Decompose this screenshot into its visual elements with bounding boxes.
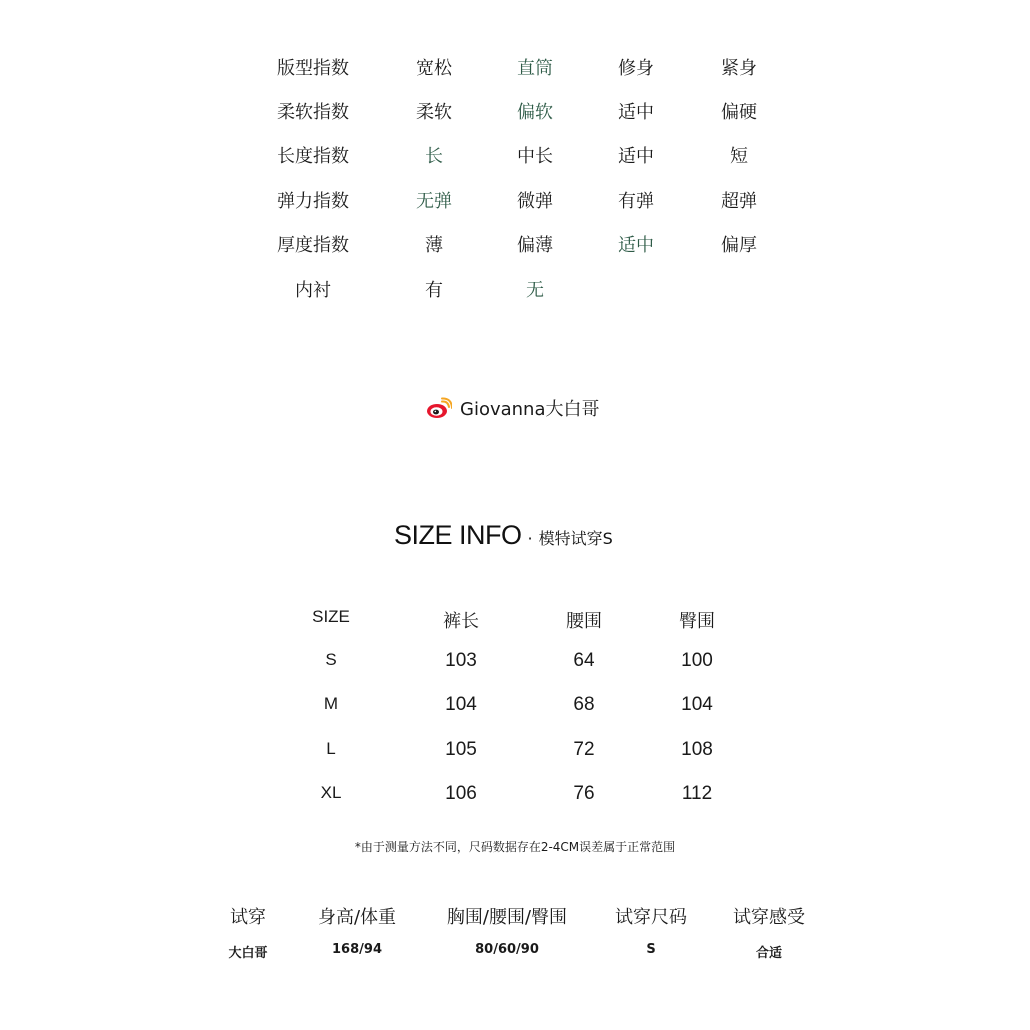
index-option: 偏薄 <box>517 235 553 256</box>
index-option: 超弹 <box>721 191 757 212</box>
index-option: 薄 <box>425 235 443 256</box>
index-option-selected: 长 <box>425 146 443 167</box>
size-value: 104 <box>445 694 477 715</box>
index-row-label: 长度指数 <box>277 146 349 167</box>
try-on-header: 试穿感受 <box>733 907 805 928</box>
weibo-handle <box>426 396 600 420</box>
index-option: 宽松 <box>416 58 452 79</box>
index-option: 柔软 <box>416 102 452 123</box>
size-value: 76 <box>573 783 595 804</box>
index-row-label: 弹力指数 <box>277 191 349 212</box>
index-option: 紧身 <box>721 58 757 79</box>
try-on-value: 合适 <box>755 946 783 961</box>
size-value: 64 <box>573 650 595 671</box>
size-value: 104 <box>681 694 713 715</box>
try-on-value: S <box>646 942 656 957</box>
try-on-header: 身高/体重 <box>317 907 397 928</box>
index-row-label: 版型指数 <box>277 58 349 79</box>
index-option: 修身 <box>618 58 654 79</box>
try-on-header: 试穿尺码 <box>615 907 687 928</box>
try-on-value: 80/60/90 <box>475 942 539 957</box>
size-header: 臀围 <box>679 611 715 632</box>
index-option-selected: 无弹 <box>416 191 452 212</box>
weibo-username: Giovanna大白哥 <box>460 399 600 420</box>
size-header: SIZE <box>312 607 350 626</box>
index-option: 中长 <box>517 146 553 167</box>
try-on-header: 试穿 <box>230 907 266 928</box>
weibo-icon <box>426 397 452 419</box>
size-value: 103 <box>445 650 477 671</box>
title-separator: · <box>527 529 533 548</box>
size-header: 腰围 <box>566 611 602 632</box>
index-option: 适中 <box>618 102 654 123</box>
size-info-heading <box>394 520 613 551</box>
try-on-header: 胸围/腰围/臀围 <box>446 907 568 928</box>
index-option: 短 <box>730 146 748 167</box>
index-option: 微弹 <box>517 191 553 212</box>
size-label: L <box>326 739 336 758</box>
index-option: 有弹 <box>618 191 654 212</box>
size-value: 72 <box>573 739 595 760</box>
size-label: S <box>325 650 337 669</box>
size-value: 112 <box>681 783 713 804</box>
size-value: 105 <box>445 739 477 760</box>
size-value: 100 <box>681 650 713 671</box>
size-header: 裤长 <box>443 611 479 632</box>
size-label: M <box>323 694 339 713</box>
measurement-note: *由于测量方法不同，尺码数据存在2-4CM误差属于正常范围 <box>354 840 676 854</box>
size-value: 68 <box>573 694 595 715</box>
index-row-label: 内衬 <box>295 280 331 301</box>
index-option: 偏硬 <box>721 102 757 123</box>
index-option-selected: 直筒 <box>517 58 553 79</box>
size-value: 106 <box>445 783 477 804</box>
size-label: XL <box>320 783 342 802</box>
size-info-subtitle: 模特试穿S <box>538 529 613 548</box>
index-option: 适中 <box>618 146 654 167</box>
index-option: 偏厚 <box>721 235 757 256</box>
index-row-label: 柔软指数 <box>277 102 349 123</box>
index-row-label: 厚度指数 <box>277 235 349 256</box>
size-value: 108 <box>681 739 713 760</box>
try-on-value: 168/94 <box>332 942 382 957</box>
index-option: 有 <box>425 280 443 301</box>
index-option-selected: 偏软 <box>517 102 553 123</box>
size-info-title: SIZE INFO <box>394 520 522 550</box>
try-on-value: 大白哥 <box>228 946 268 961</box>
index-option-selected: 适中 <box>618 235 654 256</box>
index-option-selected: 无 <box>526 280 544 301</box>
